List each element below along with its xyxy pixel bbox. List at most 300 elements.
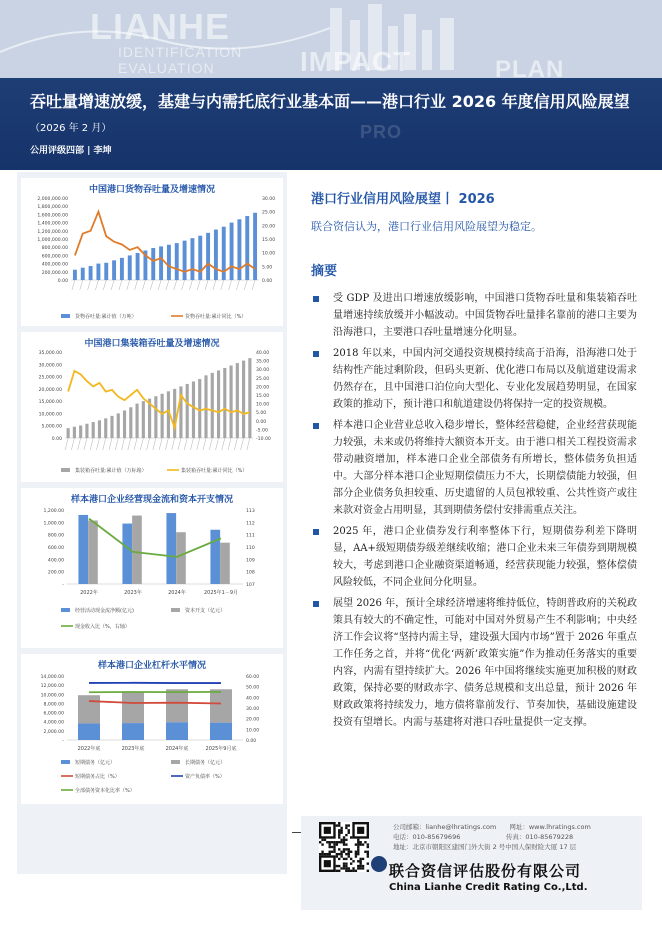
watermark-evaluation: EVALUATION: [118, 60, 215, 76]
bar: [128, 255, 132, 280]
bar: [136, 253, 140, 280]
legend-label: 短期债务（亿元）: [75, 760, 116, 766]
qr-module: [345, 834, 347, 836]
summary-bullet: [311, 523, 637, 591]
qr-module: [331, 851, 333, 853]
bar-short-debt: [122, 723, 144, 740]
bar-cashflow: [166, 513, 176, 584]
x-tick-mark: [109, 438, 112, 450]
x-tick-mark: [166, 280, 169, 290]
line-cash-ratio: [89, 519, 221, 557]
x-tick-mark: [197, 438, 200, 450]
bar: [73, 427, 76, 438]
qr-module: [348, 855, 350, 857]
y-tick-label-right: 25.00: [256, 376, 270, 382]
qr-module: [352, 870, 354, 872]
watermark-identification: IDENTIFICATION: [118, 44, 243, 60]
bullet-square-icon: [313, 351, 319, 357]
x-tick-label: 2024年底: [165, 746, 189, 752]
x-tick-mark: [90, 438, 93, 450]
y-tick-label-right: 20.00: [256, 385, 270, 391]
report-authors: 公用评级四部 | 李坤: [30, 146, 112, 156]
qr-module: [350, 870, 352, 872]
company-footer: [301, 816, 642, 910]
bar-long-debt: [78, 695, 100, 723]
contact-email-web: 公司邮箱：lianhe@lhratings.com 网址：www.lhratings.com: [393, 823, 591, 831]
qr-module: [340, 867, 342, 869]
legend-label: 全部债务资本化比率（%）: [75, 788, 135, 794]
y-tick-label-right: 40.00: [246, 696, 260, 702]
bar: [192, 381, 195, 438]
bar-long-debt: [122, 692, 144, 724]
bar: [175, 243, 179, 280]
chart-svg: [21, 332, 283, 482]
y-tick-label-right: 35.00: [256, 359, 270, 365]
y-tick-label-right: 110: [246, 546, 255, 551]
y-tick-label-right: 10.00: [246, 728, 260, 734]
y-tick-label-left: 1,200.00: [43, 509, 64, 514]
y-tick-label-right: 109: [246, 558, 255, 564]
x-tick-mark: [252, 280, 255, 290]
qr-module: [357, 860, 359, 862]
qr-module: [348, 824, 350, 826]
bar: [223, 368, 226, 438]
bar-capex: [220, 543, 230, 584]
qr-module: [345, 858, 347, 860]
y-tick-label-left: 200,000.00: [41, 270, 68, 276]
qr-module: [345, 827, 347, 829]
bar: [104, 418, 107, 438]
summary-bullet-text: 2018 年以来，中国内河交通投资规模持续高于沿海，沿海港口处于结构性产能过剩阶段，但码头更新、优化港口布局以及航道建设需求仍然存在，且中国港口泊位向大型化、专业化发展趋势明显，在国家政策的推动下，预计港口和航道建设仍将保持一定的投资规模。: [333, 348, 637, 410]
charts-column: [17, 172, 287, 874]
x-tick-mark: [241, 438, 244, 450]
x-tick-mark: [84, 438, 87, 450]
header-banner: [0, 0, 662, 170]
qr-module: [357, 865, 359, 867]
x-tick-mark: [119, 280, 122, 290]
x-tick-label: 2024年: [168, 590, 186, 596]
qr-module: [359, 867, 361, 869]
bar-cashflow: [210, 530, 220, 584]
chart-title: 中国港口货物吞吐量及增速情况: [88, 185, 215, 195]
legend-label: 货物吞吐量:累计同比（%）: [185, 314, 247, 320]
qr-module: [338, 858, 340, 860]
y-tick-label-right: 0.00: [262, 279, 273, 284]
contact-phone-fax: 电话：010-85679696 传真：010-85679228: [393, 833, 574, 841]
y-tick-label-right: 30.00: [246, 707, 260, 712]
summary-panel: [301, 176, 642, 910]
y-tick-label-left: 30,000.00: [38, 363, 62, 369]
qr-module: [340, 832, 342, 834]
bar: [167, 245, 171, 280]
y-tick-label-left: 2,000,000.00: [37, 197, 68, 202]
bar: [183, 241, 187, 280]
qr-module: [350, 862, 352, 864]
y-tick-label-left: -: [62, 739, 64, 744]
chart-cargo-throughput: [21, 178, 283, 326]
qr-module: [338, 853, 340, 855]
qr-module: [340, 839, 342, 841]
qr-module: [350, 836, 352, 838]
qr-module: [336, 843, 338, 845]
x-tick-mark: [189, 280, 192, 290]
line-series: [68, 371, 250, 428]
bar: [89, 266, 93, 280]
x-tick-mark: [95, 280, 98, 290]
y-tick-label-right: 15.00: [256, 394, 270, 399]
y-tick-label-right: 15.00: [262, 238, 276, 243]
x-tick-label: 2022年: [80, 590, 98, 596]
qr-module: [340, 855, 342, 857]
chart-title: 样本港口企业杠杆水平情况: [97, 661, 206, 671]
line-series: [89, 701, 221, 703]
x-tick-mark: [147, 438, 150, 450]
legend-label: 货物吞吐量:累计值（万吨）: [75, 314, 137, 320]
y-tick-label-left: 1,000,000.00: [37, 238, 68, 243]
legend-label: 集装箱吞吐量:累计值（万标箱）: [75, 468, 147, 474]
qr-module: [331, 841, 333, 843]
qr-module: [357, 851, 359, 853]
qr-module: [367, 846, 369, 848]
qr-module: [329, 843, 331, 845]
qr-module: [336, 841, 338, 843]
bar: [237, 219, 241, 280]
x-tick-mark: [65, 438, 68, 450]
qr-module: [364, 851, 366, 853]
x-tick-mark: [229, 280, 232, 290]
y-tick-label-left: 600,000.00: [41, 254, 68, 260]
legend-label: 长期债务（亿元）: [185, 760, 226, 766]
qr-module: [350, 851, 352, 853]
bar: [81, 268, 85, 280]
y-tick-label-right: 0.00: [246, 739, 257, 744]
report-title-text: 吞吐量增速放缓，基建与内需托底行业基本面——港口行业 2026 年度信用风险展望: [30, 92, 630, 111]
qr-module: [357, 843, 359, 845]
bar: [204, 375, 207, 438]
chart-svg: [21, 178, 283, 326]
bar: [190, 238, 194, 280]
bar: [110, 416, 113, 438]
qr-module: [359, 841, 361, 843]
legend-label: 短期债务占比（%）: [75, 774, 120, 780]
bar: [73, 270, 77, 280]
y-tick-label-left: 10,000.00: [38, 412, 62, 418]
qr-module: [336, 853, 338, 855]
bar-cashflow: [78, 515, 88, 584]
bar: [92, 422, 95, 438]
qr-module: [348, 829, 350, 831]
qr-module: [340, 851, 342, 853]
qr-module: [357, 846, 359, 848]
qr-module: [343, 851, 345, 853]
chart-svg: [21, 488, 283, 648]
x-tick-mark: [115, 438, 118, 450]
y-tick-label-left: 4,000.00: [43, 720, 64, 726]
y-tick-label-left: 1,800,000.00: [37, 205, 68, 211]
qr-module: [367, 862, 369, 864]
x-tick-mark: [197, 280, 200, 290]
qr-module: [357, 839, 359, 841]
bar: [117, 413, 120, 438]
summary-bullet-text: 展望 2026 年，预计全球经济增速将维持低位，特朗普政府的关税政策具有较大的不确定性，可能对中国对外贸易产生不利影响；中央经济工作会议将“坚持内需主导，建设强大国内市场”置于 2026 年重点工作任务之首，并将“优化‘两新’政策实施”作为推动任务落实的重要内容，内需有望持续扩大。2026 年中国将继续实施更加积极的财政政策，保持必要的财政赤字、债务总规模和支出总量，预计 2026 年财政政策将持续发力，地方债将靠前发行、节奏加快，基础设施建设投资有望增长。内需与基建将对港口吞吐量提供一定支撑。: [333, 598, 637, 728]
y-tick-label-right: 5.00: [256, 411, 267, 417]
x-tick-mark: [140, 438, 143, 450]
bar-short-debt: [166, 722, 188, 740]
y-tick-label-left: 1,600,000.00: [37, 213, 68, 219]
bar: [98, 420, 101, 438]
summary-bullet-text: 样本港口企业营业总收入稳步增长，整体经营稳健，企业经营获现能力较强，未来或仍将维持大额资本开支。由于港口相关工程投资需求带动融资增加，样本港口企业全部债务有所增长，整体债务负担适中。大部分样本港口企业短期偿债压力不大，长期偿债能力较强，但部分企业债务负担较重、历史遗留的人员包袱较重、公共性资产或往来款对资金占用明显，其到期债务偿付安排需重点关注。: [333, 420, 637, 516]
x-tick-mark: [71, 438, 74, 450]
watermark-impact: IMPACT: [300, 46, 412, 77]
qr-module: [355, 851, 357, 853]
bar: [253, 213, 257, 280]
qr-module: [345, 867, 347, 869]
x-tick-mark: [182, 280, 185, 290]
qr-module: [338, 822, 340, 824]
y-tick-label-right: 30.00: [262, 197, 276, 202]
qr-module: [343, 848, 345, 850]
y-tick-label-right: 25.00: [262, 210, 276, 216]
chart-title: 中国港口集装箱吞吐量及增速情况: [84, 339, 220, 349]
y-tick-label-left: 0.00: [57, 279, 68, 284]
qr-module: [367, 870, 369, 872]
qr-module: [355, 870, 357, 872]
qr-finder-center: [324, 860, 331, 867]
qr-module: [345, 862, 347, 864]
qr-module: [362, 865, 364, 867]
x-tick-mark: [209, 438, 212, 450]
bar: [159, 246, 163, 280]
legend-label: 资本开支（亿元）: [185, 608, 226, 614]
qr-module: [343, 836, 345, 838]
bar: [85, 424, 88, 438]
x-tick-label: 2025年1－9月: [203, 590, 239, 596]
y-tick-label-right: 10.00: [256, 402, 270, 408]
qr-code-icon: [319, 822, 369, 872]
chart-container-throughput: [21, 332, 283, 482]
watermark-plan: PLAN: [495, 56, 565, 83]
y-tick-label-left: 800,000.00: [41, 246, 68, 252]
qr-module: [345, 824, 347, 826]
x-tick-mark: [165, 438, 168, 450]
bar: [123, 410, 126, 438]
summary-bullet-text: 2025 年，港口企业债券发行利率整体下行，短期债券利差下降明显，AA+级短期债券级差继续收缩；港口企业未来三年债券到期规模较大，考虑到港口企业融资渠道畅通，经营获现能力较强，整体偿债风险较低，不同企业间分化明显。: [333, 526, 637, 588]
y-tick-label-right: 20.00: [262, 224, 276, 230]
qr-module: [336, 865, 338, 867]
bar-capex: [176, 532, 186, 584]
qr-module: [338, 848, 340, 850]
bar: [186, 384, 189, 438]
x-tick-label: 2025年9月底: [205, 746, 237, 752]
contact-address: 地址：北京市朝阳区建国门外大街 2 号中国人保财险大厦 17 层: [393, 843, 577, 851]
qr-module: [343, 841, 345, 843]
qr-module: [336, 870, 338, 872]
y-tick-label-left: 25,000.00: [38, 375, 62, 381]
qr-module: [350, 858, 352, 860]
x-tick-mark: [122, 438, 125, 450]
bullet-square-icon: [313, 423, 319, 429]
legend-swatch: [61, 314, 70, 318]
qr-module: [367, 843, 369, 845]
qr-module: [329, 841, 331, 843]
summary-bullets: [311, 290, 637, 735]
bar: [151, 248, 155, 280]
company-name-cn: 联合资信评估股份有限公司: [389, 862, 582, 880]
qr-module: [340, 829, 342, 831]
qr-finder-center: [324, 827, 331, 834]
x-tick-mark: [190, 438, 193, 450]
bar-short-debt: [210, 723, 232, 740]
qr-module: [357, 853, 359, 855]
y-tick-label-right: -5.00: [256, 428, 268, 434]
summary-bullet: [311, 595, 637, 731]
x-tick-mark: [174, 280, 177, 290]
x-tick-mark: [128, 438, 131, 450]
x-tick-mark: [236, 280, 239, 290]
bar: [211, 373, 214, 438]
qr-module: [343, 865, 345, 867]
qr-module: [348, 870, 350, 872]
x-tick-mark: [96, 438, 99, 450]
summary-bullet: [311, 290, 637, 341]
bar: [230, 223, 234, 280]
bar: [161, 394, 164, 438]
x-tick-mark: [103, 280, 106, 290]
bar: [198, 379, 201, 438]
x-tick-mark: [127, 280, 130, 290]
qr-module: [357, 841, 359, 843]
x-tick-mark: [216, 438, 219, 450]
qr-module: [340, 841, 342, 843]
x-tick-mark: [111, 280, 114, 290]
summary-bullet-text: 受 GDP 及进出口增速放缓影响，中国港口货物吞吐量和集装箱吞吐量增速持续放缓并小幅波动。中国货物吞吐量排名靠前的港口主要为沿海港口，主要港口吞吐量增速分化明显。: [333, 293, 637, 338]
x-tick-mark: [247, 438, 250, 450]
x-tick-mark: [184, 438, 187, 450]
qr-module: [321, 839, 323, 841]
qr-module: [338, 841, 340, 843]
qr-module: [326, 853, 328, 855]
qr-module: [348, 853, 350, 855]
y-tick-label-left: 10,000.00: [40, 693, 64, 699]
bar: [67, 428, 70, 438]
qr-module: [345, 853, 347, 855]
bar: [112, 260, 116, 280]
y-tick-label-right: 30.00: [256, 368, 270, 374]
legend-swatch: [171, 608, 180, 612]
y-tick-label-left: 35,000.00: [38, 351, 62, 356]
qr-module: [357, 848, 359, 850]
summary-heading: 摘要: [311, 264, 338, 279]
x-tick-mark: [228, 438, 231, 450]
qr-module: [343, 858, 345, 860]
y-tick-label-right: 108: [246, 570, 255, 576]
qr-finder-center: [357, 827, 364, 834]
x-tick-mark: [222, 438, 225, 450]
chart-svg: [21, 654, 283, 804]
y-tick-label-left: 6,000.00: [43, 711, 64, 717]
report-date: （2026 年 2 月）: [30, 123, 112, 134]
qr-module: [352, 860, 354, 862]
qr-module: [338, 834, 340, 836]
y-tick-label-left: -: [62, 583, 64, 588]
lianhe-logo-icon: [371, 856, 387, 872]
qr-module: [343, 839, 345, 841]
bar-cashflow: [122, 524, 132, 584]
y-tick-label-left: 600.00: [47, 546, 64, 551]
x-tick-label: 2023年: [124, 590, 142, 596]
qr-module: [319, 853, 321, 855]
qr-module: [324, 853, 326, 855]
qr-module: [338, 829, 340, 831]
bar: [206, 233, 210, 280]
y-tick-label-left: 14,000.00: [40, 675, 64, 680]
watermark-pro: PRO: [360, 122, 403, 142]
watermark-lianhe: LIANHE: [90, 6, 230, 47]
bar: [129, 407, 132, 438]
qr-module: [340, 853, 342, 855]
x-tick-mark: [172, 438, 175, 450]
y-tick-label-left: 1,200,000.00: [37, 229, 68, 235]
bar: [136, 404, 139, 438]
qr-module: [336, 855, 338, 857]
qr-module: [362, 867, 364, 869]
bullet-square-icon: [313, 529, 319, 535]
x-tick-mark: [203, 438, 206, 450]
qr-module: [326, 841, 328, 843]
qr-module: [367, 855, 369, 857]
qr-module: [338, 865, 340, 867]
legend-swatch: [171, 760, 180, 764]
company-name-en: China Lianhe Credit Rating Co.,Ltd.: [389, 882, 588, 893]
legend-label: 集装箱吞吐量:累计同比（%）: [181, 468, 248, 474]
bar: [242, 361, 245, 438]
qr-module: [359, 858, 361, 860]
bar-capex: [132, 516, 142, 584]
y-tick-label-right: 112: [246, 521, 255, 527]
bar: [120, 258, 124, 280]
qr-module: [348, 832, 350, 834]
qr-module: [333, 851, 335, 853]
y-tick-label-right: 107: [246, 583, 255, 588]
bullet-square-icon: [313, 296, 319, 302]
y-tick-label-right: 20.00: [246, 717, 260, 723]
chart-leverage: [21, 654, 283, 804]
x-tick-mark: [80, 280, 83, 290]
qr-module: [348, 867, 350, 869]
qr-module: [321, 851, 323, 853]
qr-module: [333, 848, 335, 850]
y-tick-label-left: 20,000.00: [38, 387, 62, 393]
x-tick-mark: [178, 438, 181, 450]
qr-module: [333, 846, 335, 848]
qr-module: [338, 836, 340, 838]
qr-module: [345, 839, 347, 841]
bar-short-debt: [78, 724, 100, 740]
x-tick-mark: [88, 280, 91, 290]
x-tick-mark: [78, 438, 81, 450]
y-tick-label-right: -10.00: [256, 437, 271, 442]
x-tick-mark: [213, 280, 216, 290]
y-tick-label-left: 400.00: [47, 558, 64, 564]
qr-module: [364, 841, 366, 843]
legend-swatch: [61, 468, 70, 472]
report-title: [30, 90, 650, 141]
legend-swatch: [61, 608, 70, 612]
qr-module: [359, 862, 361, 864]
qr-module: [355, 855, 357, 857]
x-tick-mark: [72, 280, 75, 290]
qr-module: [355, 853, 357, 855]
